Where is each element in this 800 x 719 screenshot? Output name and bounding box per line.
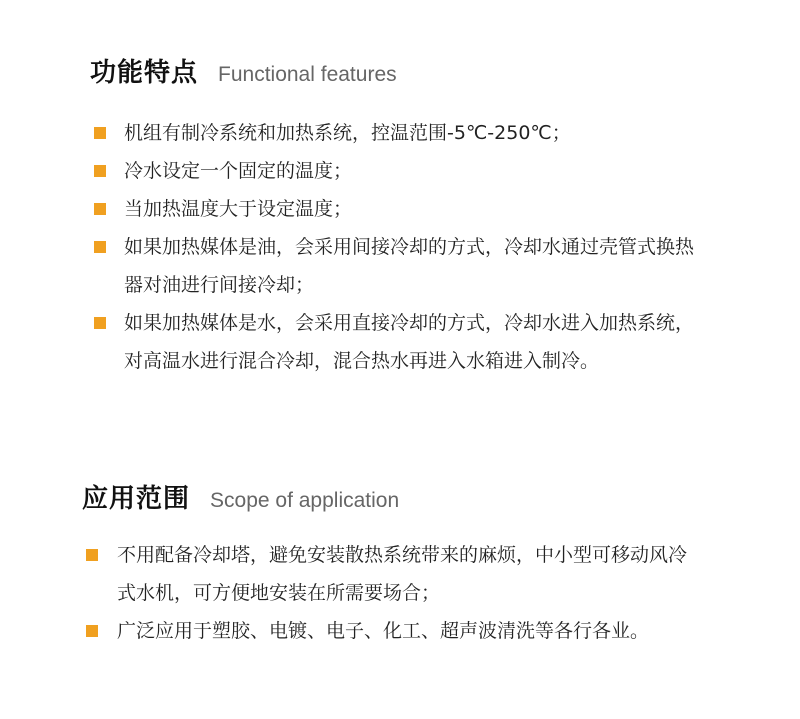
list-item	[86, 612, 702, 650]
application-title-cn: 应用范围	[82, 484, 191, 514]
square-bullet-icon	[94, 165, 106, 177]
list-item	[94, 114, 724, 152]
list-item-text: 冷水设定一个固定的温度；	[124, 160, 353, 182]
square-bullet-icon	[86, 549, 98, 561]
list-item	[94, 228, 694, 304]
features-title-en: Functional features	[218, 63, 397, 86]
application-list	[86, 536, 800, 650]
application-title-en: Scope of application	[210, 489, 400, 512]
list-item-text: 不用配备冷却塔，避免安装散热系统带来的麻烦，中小型可移动风冷式水机，可方便地安装在所需要场合；	[117, 544, 688, 604]
list-item	[86, 536, 702, 612]
square-bullet-icon	[94, 203, 106, 215]
features-section	[0, 52, 800, 380]
list-item-text: 当加热温度大于设定温度；	[124, 198, 353, 220]
features-heading	[90, 52, 800, 96]
list-item-text: 机组有制冷系统和加热系统，控温范围-5℃-250℃；	[124, 122, 571, 144]
application-section	[0, 478, 800, 650]
list-item-text: 如果加热媒体是油，会采用间接冷却的方式，冷却水通过壳管式换热器对油进行间接冷却；	[124, 236, 695, 296]
list-item	[94, 152, 724, 190]
list-item	[94, 190, 724, 228]
list-item	[94, 304, 694, 380]
features-list	[94, 114, 800, 380]
square-bullet-icon	[94, 317, 106, 329]
square-bullet-icon	[86, 625, 98, 637]
list-item-text: 广泛应用于塑胶、电镀、电子、化工、超声波清洗等各行各业。	[117, 620, 650, 642]
features-title-cn: 功能特点	[90, 58, 199, 88]
square-bullet-icon	[94, 127, 106, 139]
square-bullet-icon	[94, 241, 106, 253]
list-item-text: 如果加热媒体是水，会采用直接冷却的方式，冷却水进入加热系统，对高温水进行混合冷却，混合热水再进入水箱进入制冷。	[124, 312, 695, 372]
application-heading	[82, 478, 800, 522]
